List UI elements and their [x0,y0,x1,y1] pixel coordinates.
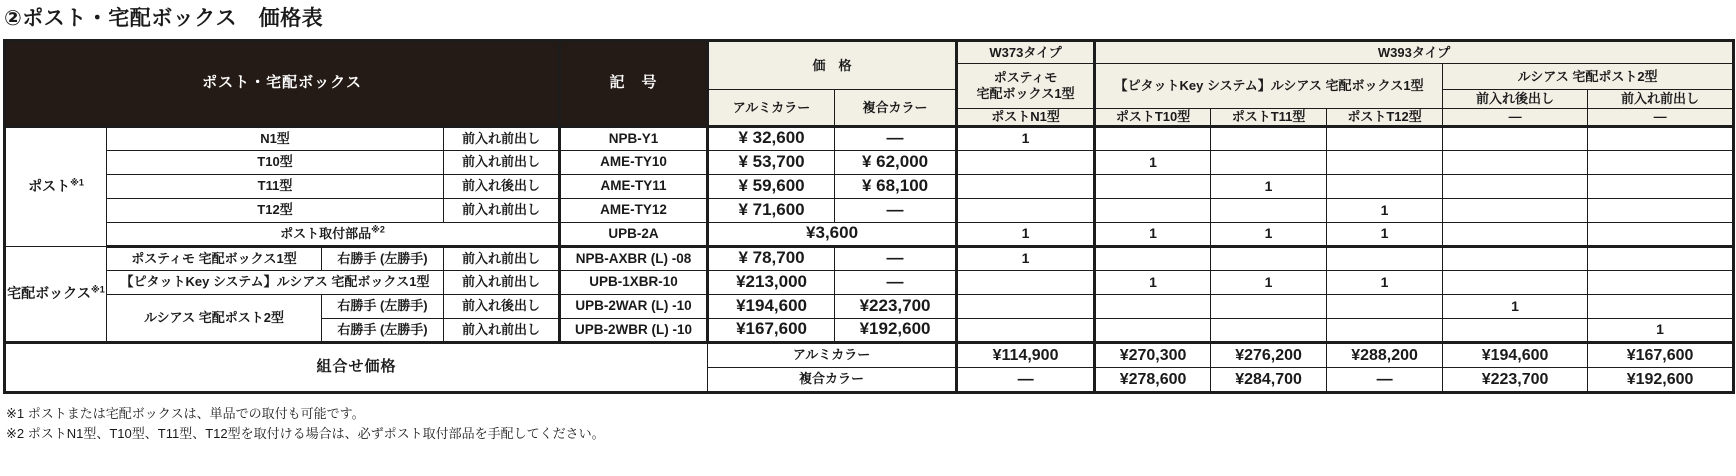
cell-qty-back-out [1443,126,1588,150]
cell-price-aluminum: ¥ 59,600 [708,174,835,198]
cell-qty-post-t10 [1095,246,1211,270]
group-post-note-sup: ※1 [70,177,84,188]
cell-code: AME-TY12 [560,198,708,222]
cell-handedness: 右勝手 (左勝手) [322,294,444,318]
cell-price-composite: ¥192,600 [835,318,957,342]
cell-model-name [107,222,560,246]
footnote-1: ※1 ポストまたは宅配ボックスは、単品での取付も可能です。 [6,405,365,421]
cell-qty-post-t10 [1095,174,1211,198]
cell-qty-front-out [1588,294,1734,318]
header-post-t10: ポストT10型 [1095,109,1211,127]
combo-price-label: 組合せ価格 [5,342,708,392]
header-alumi-color: アルミカラー [708,90,835,127]
cell-qty-post-t10: 1 [1095,270,1211,294]
combo-value-t10: ¥278,600 [1095,367,1211,392]
combo-value-front-out: ¥167,600 [1588,342,1734,367]
cell-qty-back-out [1443,198,1588,222]
cell-qty-post-t12 [1327,174,1443,198]
cell-price-aluminum: ¥ 78,700 [708,246,835,270]
cell-model-name: ルシアス 宅配ポスト2型 [107,294,322,342]
cell-qty-post-t12 [1327,246,1443,270]
cell-code: AME-TY11 [560,174,708,198]
header-dash-back-out: — [1443,109,1588,127]
cell-qty-front-out [1588,198,1734,222]
group-delivery-note-sup: ※1 [91,284,105,295]
header-post-t12: ポストT12型 [1327,109,1443,127]
cell-qty-back-out [1443,222,1588,246]
combo-value-t12: ¥288,200 [1327,342,1443,367]
cell-direction: 前入れ後出し [444,174,560,198]
cell-price-composite: ¥ 68,100 [835,174,957,198]
cell-code: UPB-1XBR-10 [560,270,708,294]
cell-qty-post-t11: 1 [1211,270,1327,294]
cell-handedness: 右勝手 (左勝手) [322,318,444,342]
cell-qty-post-t10 [1095,198,1211,222]
cell-qty-post-t11 [1211,294,1327,318]
header-front-in-front-out: 前入れ前出し [1588,90,1734,109]
cell-model-name: T12型 [107,198,444,222]
cell-price-composite: — [835,270,957,294]
cell-direction: 前入れ前出し [444,270,560,294]
cell-qty-post-t11 [1211,318,1327,342]
cell-price-aluminum: ¥194,600 [708,294,835,318]
group-post-label: ポスト [28,178,71,195]
combo-value-t11: ¥276,200 [1211,342,1327,367]
combo-value-t11: ¥284,700 [1211,367,1327,392]
attachment-parts-note-sup: ※2 [371,224,385,235]
cell-model-name: 【ピタットKey システム】ルシアス 宅配ボックス1型 [107,270,444,294]
footnotes [6,404,1736,444]
cell-qty-front-out [1588,174,1734,198]
cell-qty-post-n1 [957,270,1095,294]
cell-direction: 前入れ前出し [444,246,560,270]
combo-value-w373-n1: — [957,367,1095,392]
cell-qty-post-n1 [957,174,1095,198]
cell-qty-post-n1: 1 [957,222,1095,246]
header-composite-color: 複合カラー [835,90,957,127]
cell-qty-post-n1: 1 [957,246,1095,270]
cell-qty-post-t11: 1 [1211,174,1327,198]
header-code: 記 号 [560,41,708,127]
cell-model-name: ポスティモ 宅配ボックス1型 [107,246,322,270]
combo-value-w373-n1: ¥114,900 [957,342,1095,367]
cell-qty-post-t12 [1327,150,1443,174]
cell-direction: 前入れ前出し [444,150,560,174]
cell-direction: 前入れ前出し [444,198,560,222]
header-product-group: ポスト・宅配ボックス [5,41,560,127]
cell-qty-post-t12 [1327,126,1443,150]
cell-qty-back-out [1443,150,1588,174]
cell-qty-back-out [1443,174,1588,198]
header-price: 価 格 [708,41,957,90]
footnote-2: ※2 ポストN1型、T10型、T11型、T12型を取付ける場合は、必ずポスト取付部品を手配してください。 [6,425,605,441]
cell-qty-post-t12: 1 [1327,270,1443,294]
cell-direction: 前入れ前出し [444,126,560,150]
cell-model-name: T11型 [107,174,444,198]
cell-price-combined: ¥3,600 [708,222,957,246]
cell-model-name: N1型 [107,126,444,150]
cell-qty-front-out [1588,246,1734,270]
cell-qty-back-out [1443,270,1588,294]
cell-qty-post-n1 [957,198,1095,222]
header-w393-type: W393タイプ [1095,41,1734,64]
cell-code: UPB-2WBR (L) -10 [560,318,708,342]
cell-price-composite: ¥223,700 [835,294,957,318]
cell-qty-back-out [1443,246,1588,270]
header-lucias-post2: ルシアス 宅配ポスト2型 [1443,64,1734,90]
cell-direction: 前入れ後出し [444,294,560,318]
cell-price-aluminum: ¥167,600 [708,318,835,342]
combo-value-t12: — [1327,367,1443,392]
cell-code: UPB-2A [560,222,708,246]
cell-code: NPB-Y1 [560,126,708,150]
header-front-in-back-out: 前入れ後出し [1443,90,1588,109]
header-postimo-line2: 宅配ボックス1型 [976,86,1075,101]
combo-row-label-composite: 複合カラー [708,367,957,392]
cell-qty-post-t11 [1211,150,1327,174]
price-table [3,39,1735,394]
cell-handedness: 右勝手 (左勝手) [322,246,444,270]
cell-price-composite: — [835,126,957,150]
cell-qty-post-t12: 1 [1327,198,1443,222]
cell-qty-post-t12 [1327,294,1443,318]
header-post-t11: ポストT11型 [1211,109,1327,127]
header-postimo-box1 [957,64,1095,109]
cell-qty-post-t10: 1 [1095,150,1211,174]
cell-price-composite: — [835,246,957,270]
cell-qty-post-t10 [1095,318,1211,342]
cell-price-composite: ¥ 62,000 [835,150,957,174]
cell-qty-post-t11 [1211,198,1327,222]
header-dash-front-out: — [1588,109,1734,127]
header-w373-type: W373タイプ [957,41,1095,64]
cell-qty-post-t10 [1095,126,1211,150]
cell-qty-post-t12 [1327,318,1443,342]
cell-price-aluminum: ¥ 32,600 [708,126,835,150]
cell-qty-post-n1 [957,150,1095,174]
cell-code: UPB-2WAR (L) -10 [560,294,708,318]
attachment-parts-label: ポスト取付部品 [280,225,372,241]
cell-code: AME-TY10 [560,150,708,174]
cell-qty-back-out: 1 [1443,294,1588,318]
cell-qty-post-t10 [1095,294,1211,318]
cell-price-aluminum: ¥ 53,700 [708,150,835,174]
page-title: ②ポスト・宅配ボックス 価格表 [4,7,324,30]
cell-direction: 前入れ前出し [444,318,560,342]
cell-qty-post-n1 [957,294,1095,318]
cell-qty-post-n1: 1 [957,126,1095,150]
cell-price-composite: — [835,198,957,222]
cell-qty-front-out [1588,222,1734,246]
cell-qty-back-out [1443,318,1588,342]
cell-qty-front-out: 1 [1588,318,1734,342]
cell-price-aluminum: ¥ 71,600 [708,198,835,222]
combo-value-back-out: ¥223,700 [1443,367,1588,392]
cell-qty-front-out [1588,270,1734,294]
cell-qty-post-t12: 1 [1327,222,1443,246]
cell-qty-post-t11: 1 [1211,222,1327,246]
cell-qty-front-out [1588,126,1734,150]
cell-code: NPB-AXBR (L) -08 [560,246,708,270]
cell-group-delivery-box [5,246,107,342]
combo-row-label-aluminum: アルミカラー [708,342,957,367]
header-postimo-line1: ポスティモ [993,70,1058,86]
cell-qty-post-n1 [957,318,1095,342]
cell-qty-front-out [1588,150,1734,174]
cell-qty-post-t11 [1211,126,1327,150]
cell-group-post [5,126,107,246]
cell-qty-post-t10: 1 [1095,222,1211,246]
combo-value-back-out: ¥194,600 [1443,342,1588,367]
group-delivery-label: 宅配ボックス [7,285,92,302]
cell-model-name: T10型 [107,150,444,174]
cell-price-aluminum: ¥213,000 [708,270,835,294]
header-pitat-key-lucias-box1: 【ピタットKey システム】ルシアス 宅配ボックス1型 [1095,64,1443,109]
combo-value-front-out: ¥192,600 [1588,367,1734,392]
combo-value-t10: ¥270,300 [1095,342,1211,367]
header-post-n1: ポストN1型 [957,109,1095,127]
cell-qty-post-t11 [1211,246,1327,270]
